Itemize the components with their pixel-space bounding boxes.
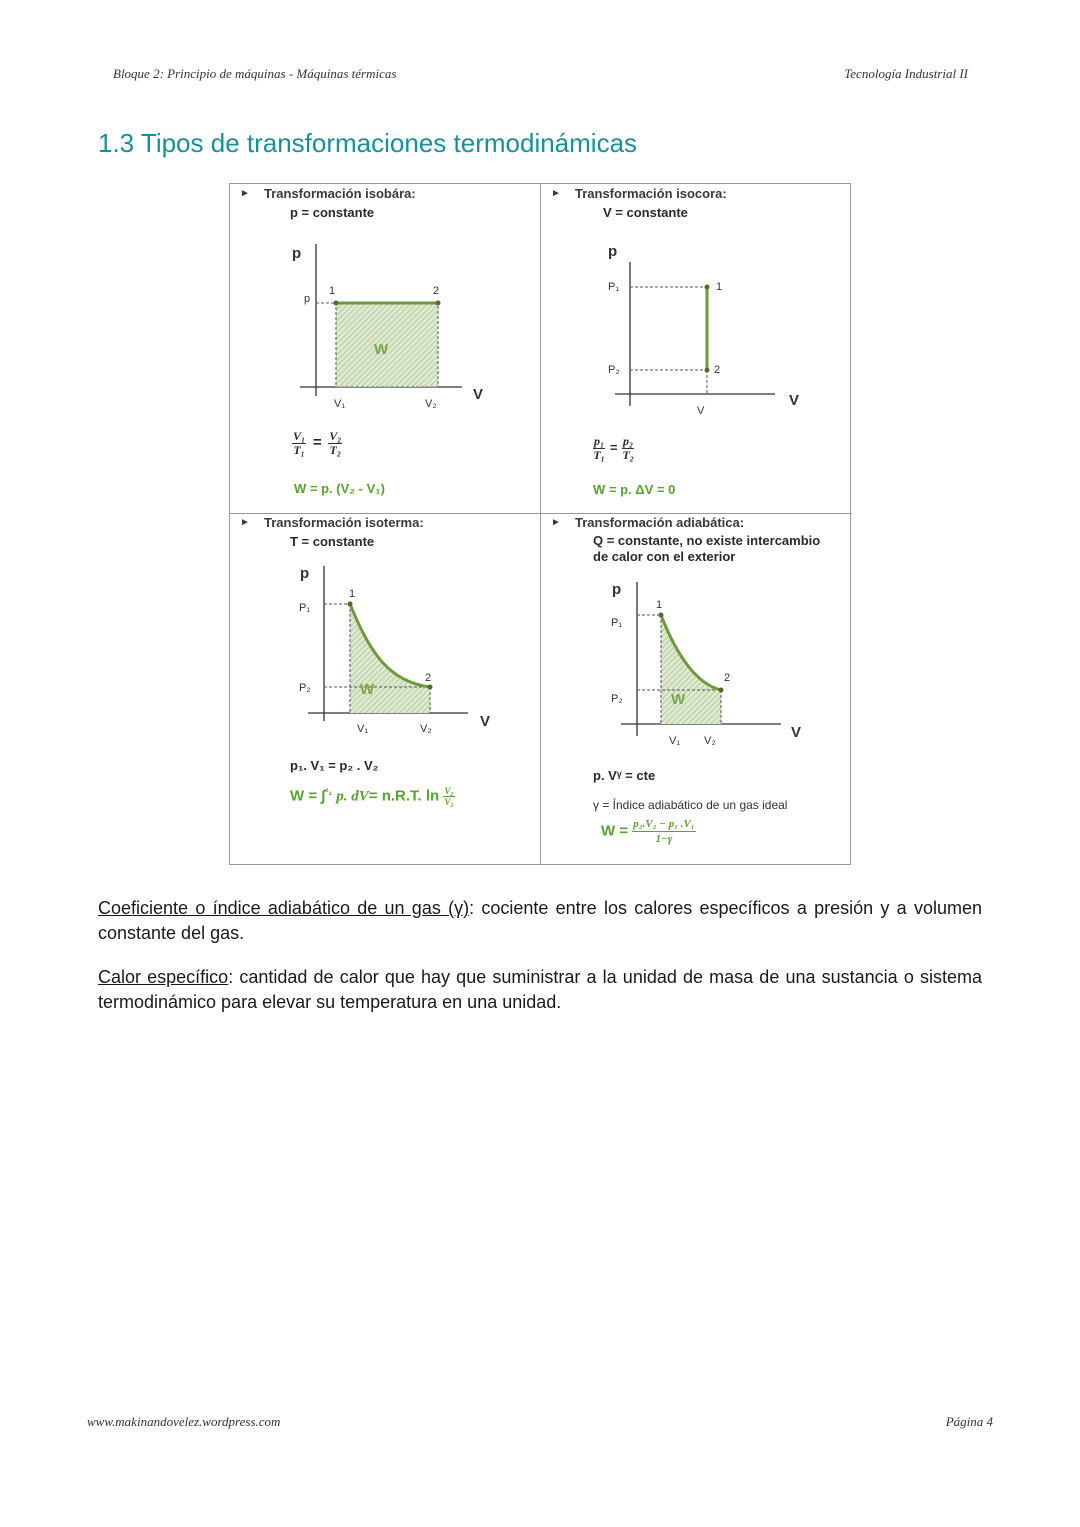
point-2-label: 2: [425, 672, 432, 684]
p1-label: P₁: [299, 602, 311, 614]
transformations-figure: [229, 183, 851, 865]
section-title: 1.3 Tipos de transformaciones termodinámicas: [98, 128, 638, 158]
axis-v-label: V: [480, 713, 491, 730]
work-label: W: [360, 681, 375, 698]
footer-website: www.makinandovelez.wordpress.com: [87, 1414, 281, 1429]
v1-label: V₁: [669, 735, 681, 747]
axis-p-label: p: [300, 565, 310, 582]
v-label: V: [697, 405, 705, 417]
point-1: [348, 602, 353, 607]
point-2: [436, 301, 441, 306]
isoterma-title: ► Transformación isoterma:: [240, 515, 424, 530]
paragraph-adiabatic-index: Coeficiente o índice adiabático de un gas (γ): cociente entre los calores específicos a presión y a volumen constante del gas.: [98, 898, 982, 943]
footer-page-number: Página 4: [945, 1414, 993, 1429]
isocora-work: W = p. ΔV = 0: [593, 482, 676, 497]
v1-label: V₁: [357, 723, 369, 735]
bullet-icon: ►: [551, 517, 561, 528]
point-2: [705, 368, 710, 373]
axis-p-label: p: [292, 245, 302, 262]
point-2-label: 2: [724, 672, 731, 684]
isocora-title: ► Transformación isocora:: [551, 186, 727, 201]
isobara-cell: [230, 184, 541, 514]
isoterma-diagram: [230, 514, 541, 864]
adiabatica-relation: p. Vᵞ = cte: [593, 768, 656, 783]
p2-label: P₂: [611, 693, 623, 705]
axis-v-label: V: [791, 724, 802, 741]
adiabatica-cell: [541, 514, 852, 864]
isoterma-cell: [230, 514, 541, 864]
work-label: W: [671, 691, 686, 708]
v1-label: V₁: [334, 398, 346, 410]
point-2-label: 2: [433, 285, 440, 297]
v2-label: V₂: [425, 398, 437, 410]
isocora-cell: [541, 184, 852, 514]
point-2: [428, 685, 433, 690]
adiabatica-title: ► Transformación adiabática:: [551, 515, 745, 530]
point-1-label: 1: [656, 599, 663, 611]
point-1: [705, 285, 710, 290]
point-1-label: 1: [329, 285, 336, 297]
isobara-work: W = p. (V₂ - V₁): [294, 481, 385, 496]
isobara-diagram: [230, 184, 541, 514]
isoterma-work: W = ∫$^{^2_1}$ p. dV= n.R.T. ln $\frac{\text{V₂}}{\text{V₂}}$: [290, 786, 454, 807]
point-1-label: 1: [716, 281, 723, 293]
point-1: [659, 613, 664, 618]
adiabatica-condition: Q = constante, no existe intercambio de calor con el exterior: [593, 533, 821, 564]
header-right: Tecnología Industrial II: [844, 66, 968, 81]
v2-label: V₂: [420, 723, 432, 735]
p2-label: P₂: [608, 364, 620, 376]
point-2: [719, 688, 724, 693]
gamma-definition: γ = Índice adiabático de un gas ideal: [593, 798, 788, 812]
adiabatica-work: W = $\frac{\text{p₂.V₂ − p₁ .V₁}}{1-\gamma}$: [601, 818, 695, 845]
isoterma-condition: T = constante: [290, 534, 375, 549]
p1-label: P₁: [611, 617, 623, 629]
axis-v-label: V: [789, 392, 800, 409]
p-level-label: p: [304, 293, 311, 305]
bullet-icon: ►: [240, 188, 250, 199]
work-label: W: [374, 341, 389, 358]
paragraph-specific-heat: Calor específico: cantidad de calor que hay que suministrar a la unidad de masa de una sustancia o sistema termodinámico para elevar su temperatura en una unidad.: [98, 967, 982, 1012]
point-1: [334, 301, 339, 306]
p2-label: P₂: [299, 682, 311, 694]
bullet-icon: ►: [240, 517, 250, 528]
p1-label: P₁: [608, 281, 620, 293]
axis-v-label: V: [473, 386, 484, 403]
point-1-label: 1: [349, 588, 356, 600]
header-left: Bloque 2: Principio de máquinas - Máquinas térmicas: [113, 66, 397, 81]
isocora-diagram: [541, 184, 852, 514]
axis-p-label: p: [608, 243, 618, 260]
axis-p-label: p: [612, 581, 622, 598]
isobara-ratio: $\frac{\text{V₁}}{\text{T₁}}$ = $\frac{\text{V₂}}{\text{T₂}}$: [293, 429, 342, 457]
isocora-condition: V = constante: [603, 205, 688, 220]
isobara-title: ► Transformación isobára:: [240, 186, 416, 201]
bullet-icon: ►: [551, 188, 561, 199]
point-2-label: 2: [714, 364, 721, 376]
v2-label: V₂: [704, 735, 716, 747]
isocora-ratio: $\frac{\text{p₁}}{\text{T₁}}$ = $\frac{\text{p₂}}{\text{T₂}}$: [593, 434, 634, 462]
isoterma-relation: p₁. V₁ = p₂ . V₂: [290, 758, 379, 773]
isobara-condition: p = constante: [290, 205, 375, 220]
